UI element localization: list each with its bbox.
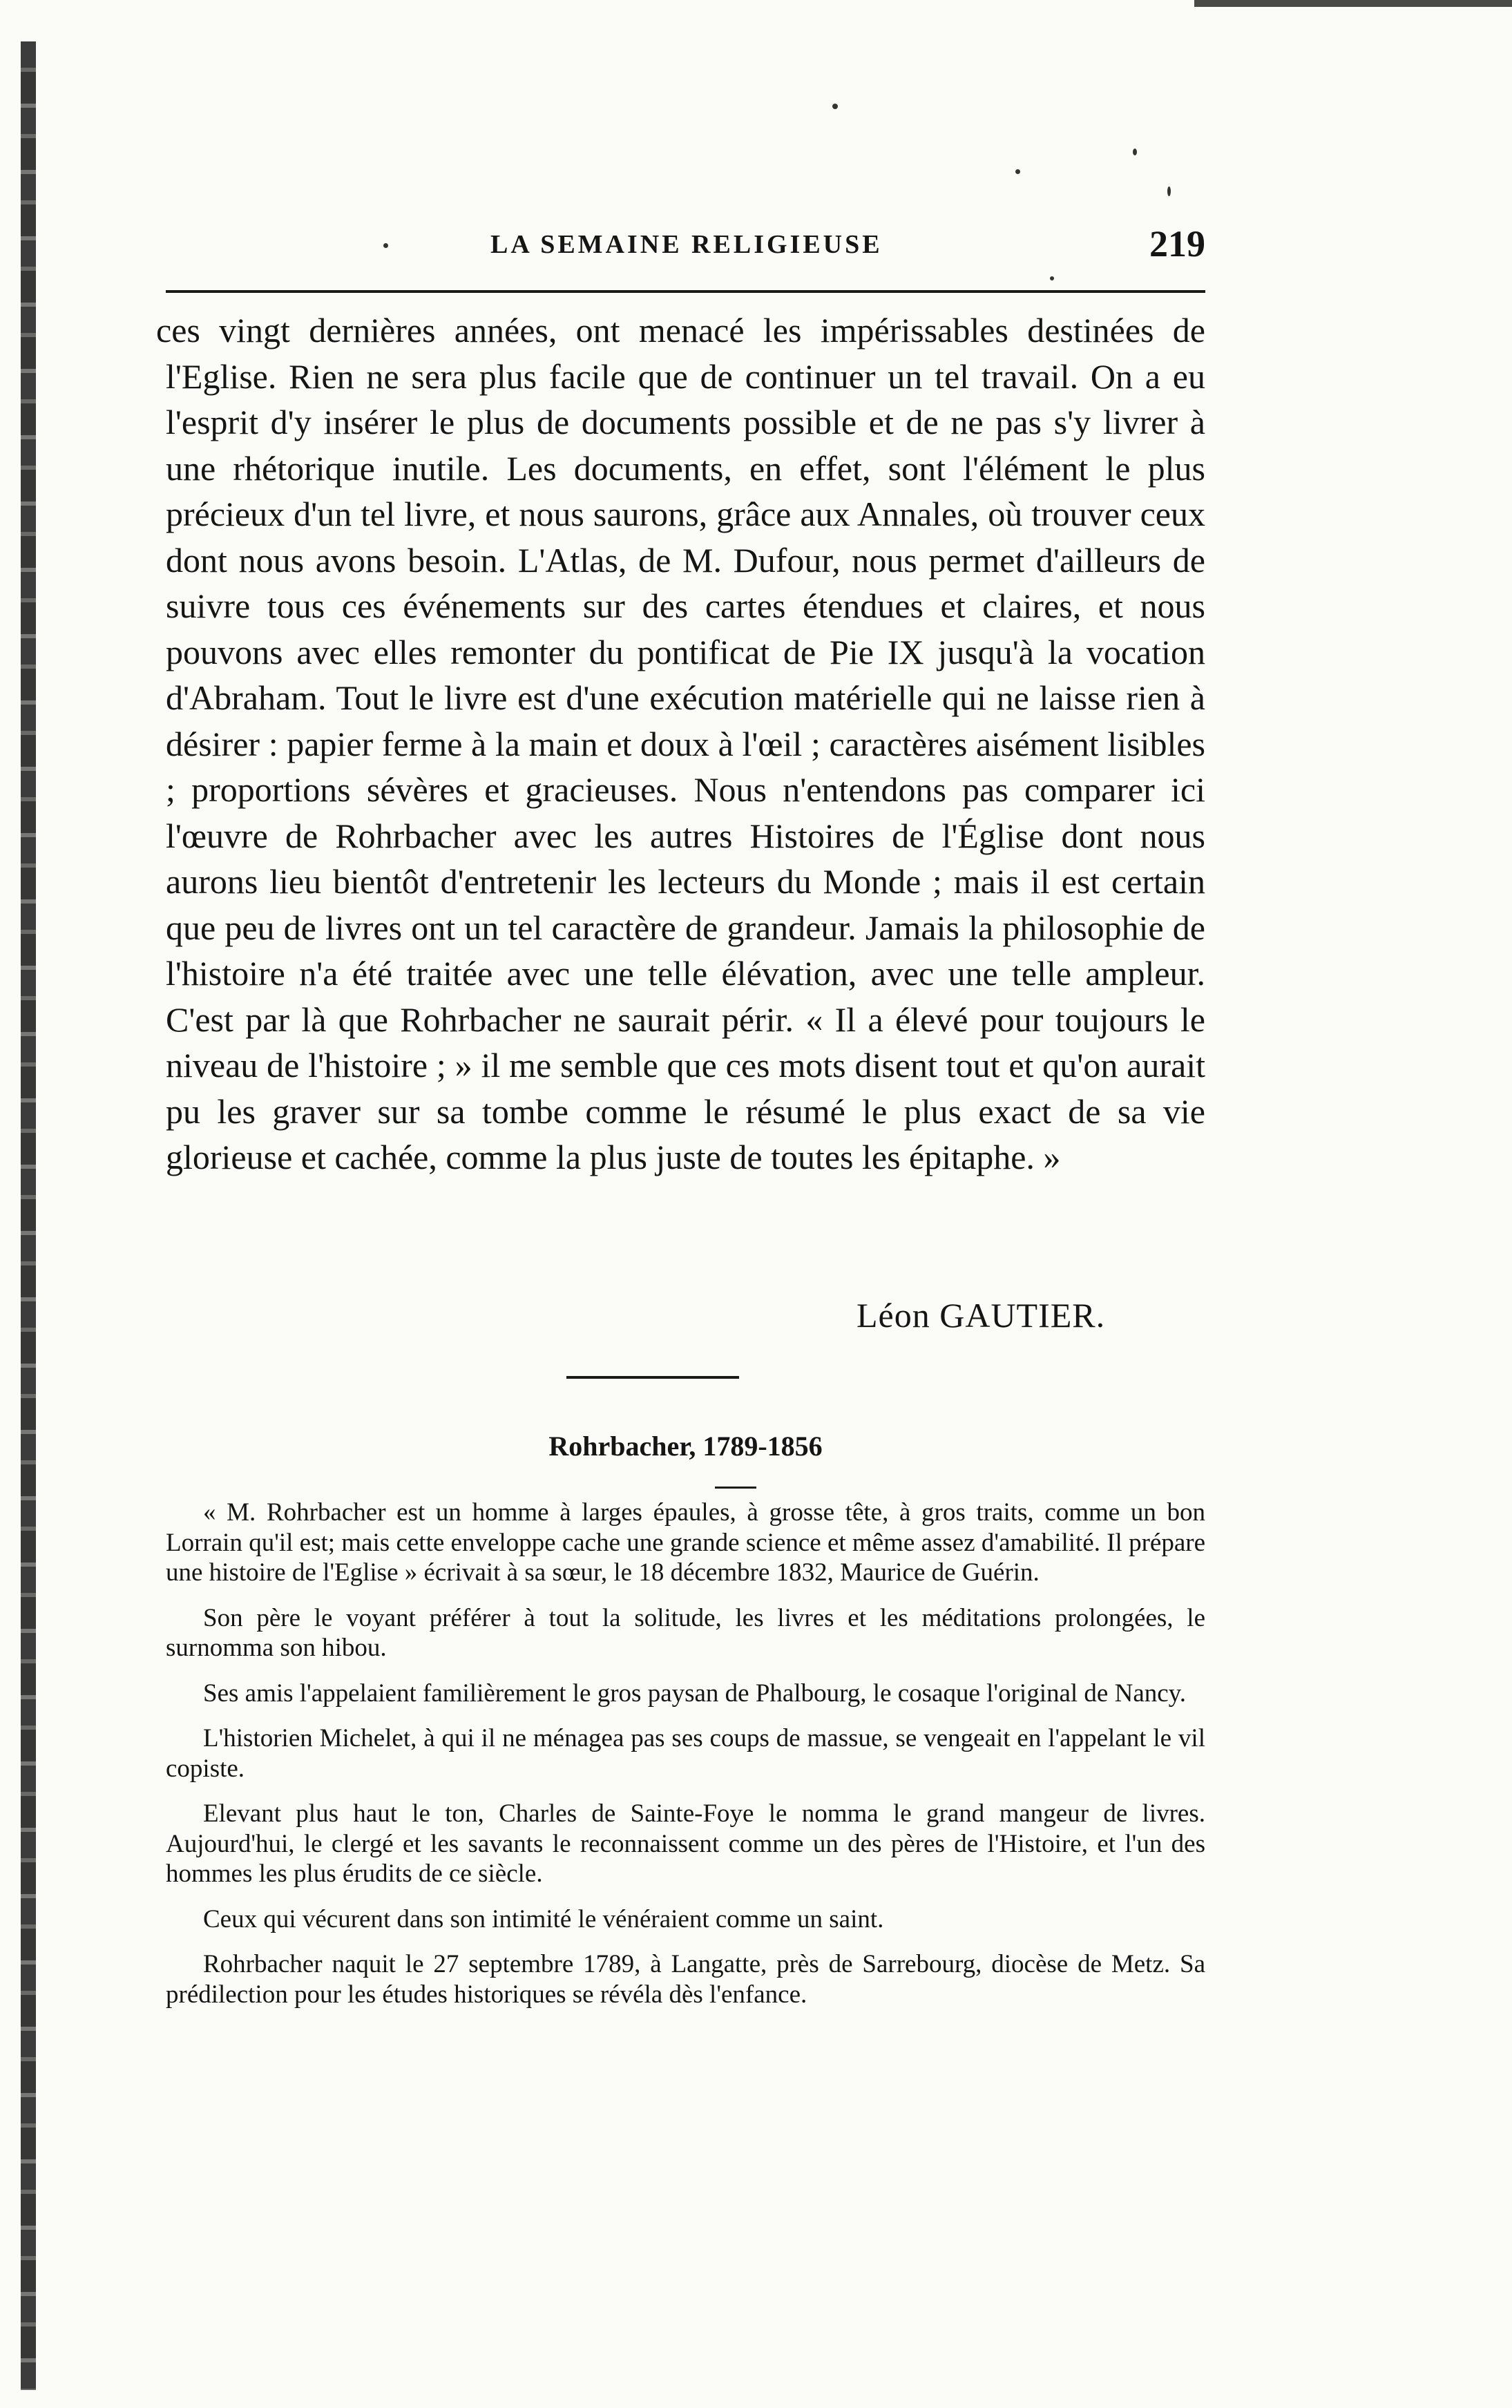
scan-speck xyxy=(1167,187,1171,196)
section-paragraph: Ceux qui vécurent dans son intimité le vénéraient comme un saint. xyxy=(203,1904,884,1933)
section-title: Rohrbacher, 1789-1856 xyxy=(548,1431,823,1462)
scan-speck xyxy=(1133,149,1137,155)
title-underline xyxy=(715,1487,756,1489)
scan-speck xyxy=(1015,169,1020,174)
section-separator xyxy=(566,1376,739,1379)
author-signature: Léon GAUTIER. xyxy=(857,1296,1106,1335)
article-body xyxy=(156,307,1205,1181)
page-number: 219 xyxy=(1149,223,1205,265)
section-paragraph: Son père le voyant préférer à tout la solitude, les livres et les méditations prolongées, le surnomma son hibou. xyxy=(166,1603,1205,1662)
header-rule xyxy=(166,290,1205,293)
section-paragraph: L'historien Michelet, à qui il ne ménagea pas ses coups de massue, se vengeait en l'appelant le vil copiste. xyxy=(166,1724,1205,1783)
section-paragraph: « M. Rohrbacher est un homme à larges épaules, à grosse tête, à gros traits, comme un bon Lorrain qu'il est; mais cette enveloppe cache une grande science et même assez d'amabilité. Il prépare une histoire de l'Eglise » écrivait à sa sœur, le 18 décembre 1832, Maurice de Guérin. xyxy=(166,1498,1205,1587)
scan-speck xyxy=(832,104,838,109)
scan-speck xyxy=(383,243,388,248)
scan-speck xyxy=(1050,276,1054,280)
section-paragraph: Ses amis l'appelaient familièrement le gros paysan de Phalbourg, le cosaque l'original de Nancy. xyxy=(203,1679,1187,1708)
section-body xyxy=(166,1498,1205,2025)
article-paragraph: ces vingt dernières années, ont menacé les impérissables destinées de l'Eglise. Rien ne sera plus facile que de continuer un tel travail. On a eu l'esprit d'y insérer le plus de documents possible et de ne pas s'y livrer à une rhétorique inutile. Les documents, en effet, sont l'élément le plus précieux d'un tel livre, et nous saurons, grâce aux Annales, où trouver ceux dont nous avons besoin. L'Atlas, de M. Dufour, nous permet d'ailleurs de suivre tous ces événements sur des cartes étendues et claires, et nous pouvons avec elles remonter du pontificat de Pie IX jusqu'à la vocation d'Abraham. Tout le livre est d'une exécution matérielle qui ne laisse rien à désirer : papier ferme à la main et doux à l'œil ; caractères aisément lisibles ; proportions sévères et gracieuses. Nous n'entendons pas comparer ici l'œuvre de Rohrbacher avec les autres Histoires de l'Église dont nous aurons lieu bientôt d'entretenir les lecteurs du Monde ; mais il est certain que peu de livres ont un tel caractère de grandeur. Jamais la philosophie de l'histoire n'a été traitée avec une telle élévation, avec une telle ampleur. C'est par là que Rohrbacher ne saurait périr. « Il a élevé pour toujours le niveau de l'histoire ; » il me semble que ces mots disent tout et qu'on aurait pu les graver sur sa tombe comme le résumé le plus exact de sa vie glorieuse et cachée, comme la plus juste de toutes les épitaphe. » xyxy=(156,311,1205,1176)
scan-binding-edge xyxy=(21,41,36,2390)
page-header xyxy=(166,222,1205,278)
section-paragraph: Rohrbacher naquit le 27 septembre 1789, à Langatte, près de Sarrebourg, diocèse de Metz. Sa prédilection pour les études historiques se révéla dès l'enfance. xyxy=(166,1950,1205,2009)
section-paragraph: Elevant plus haut le ton, Charles de Sainte-Foye le nomma le grand mangeur de livres. Aujourd'hui, le clergé et les savants le reconnaissent comme un des pères de l'Histoire, et l'un des hommes les plus érudits de ce siècle. xyxy=(166,1799,1205,1888)
running-title: LA SEMAINE RELIGIEUSE xyxy=(490,230,883,259)
scan-top-edge xyxy=(1194,0,1512,7)
